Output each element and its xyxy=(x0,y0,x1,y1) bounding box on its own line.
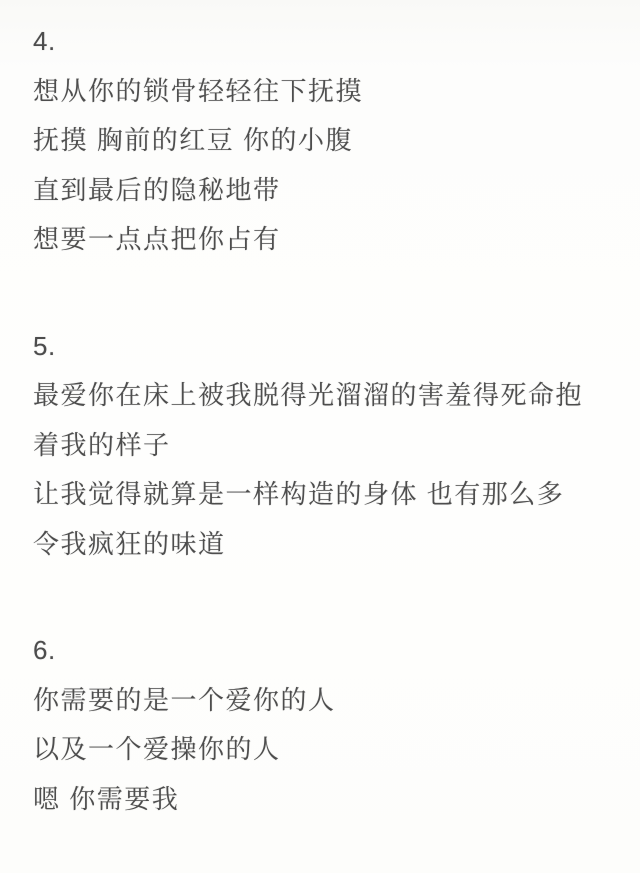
section-4 xyxy=(33,17,614,265)
section-number: 4. xyxy=(33,26,56,56)
section-5 xyxy=(33,322,614,570)
section-number: 6. xyxy=(33,635,56,665)
poem-line: 令我疯狂的味道 xyxy=(33,528,226,559)
poem-line: 嗯 你需要我 xyxy=(33,783,180,814)
poem-line: 直到最后的隐秘地带 xyxy=(33,174,281,205)
section-number: 5. xyxy=(33,330,56,361)
poem-line: 想从你的锁骨轻轻往下抚摸 xyxy=(33,75,364,106)
poem-line: 着我的样子 xyxy=(33,429,171,460)
poem-line: 让我觉得就算是一样构造的身体 也有那么多 xyxy=(33,479,565,509)
poem-line: 你需要的是一个爱你的人 xyxy=(33,684,336,715)
poem-line: 最爱你在床上被我脱得光溜溜的害羞得死命抱 xyxy=(33,380,584,410)
poem-line: 以及一个爱操你的人 xyxy=(33,734,281,764)
section-6 xyxy=(33,626,614,824)
poem-line: 抚摸 胸前的红豆 你的小腹 xyxy=(33,125,353,155)
poem-line: 想要一点点把你占有 xyxy=(33,224,281,254)
